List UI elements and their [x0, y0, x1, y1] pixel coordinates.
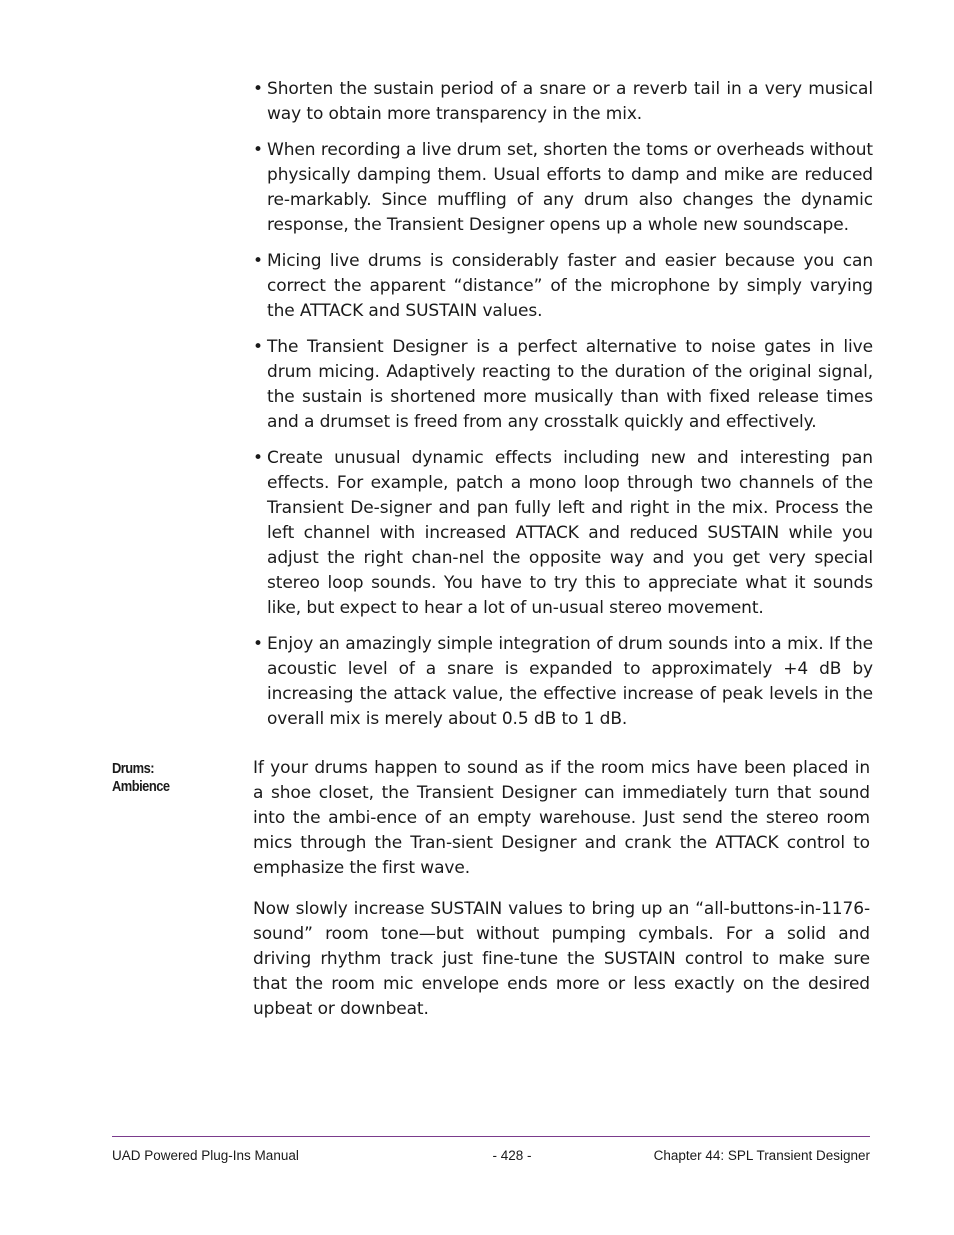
bullet-icon: • [253, 251, 263, 271]
paragraph: Now slowly increase SUSTAIN values to bring up an “all-buttons-in-1176-sound” room tone—but without pumping cymbals. For a solid and driving rhythm track just fine-tune the SUSTAIN control to make sure that the room mic envelope ends more or less exactly on the desired upbeat or downbeat. [253, 899, 870, 1019]
section-body [253, 756, 870, 1038]
bullet-icon: • [253, 79, 263, 99]
footer-manual-title: UAD Powered Plug-Ins Manual [112, 1148, 299, 1163]
bullet-icon: • [253, 140, 263, 160]
bullet-text: Create unusual dynamic effects including new and interesting pan effects. For example, patch a mono loop through two channels of the Transient De-signer and pan fully left and right in the mix. Process the left channel with increased ATTACK and reduced SUSTAIN while you adjust the right chan-nel the opposite way and you get very special stereo loop sounds. You have to try this to appreciate what it sounds like, but expect to hear a lot of un-usual stereo movement. [267, 448, 873, 618]
list-item [253, 335, 873, 435]
bullet-icon: • [253, 448, 263, 468]
section-heading [112, 760, 215, 796]
bullet-text: Shorten the sustain period of a snare or a reverb tail in a very musical way to obtain more transparency in the mix. [267, 79, 873, 124]
footer-divider [112, 1136, 870, 1137]
list-item [253, 446, 873, 621]
bullet-icon: • [253, 634, 263, 654]
bullet-text: When recording a live drum set, shorten the toms or overheads without physically damping them. Usual efforts to damp and mike are reduced re-markably. Since muffling of any drum also changes the dynamic response, the Transient Designer opens up a whole new soundscape. [267, 140, 873, 235]
section-heading-line1: Drums: [112, 760, 155, 777]
list-item [253, 138, 873, 238]
bullet-list [253, 77, 873, 743]
paragraph: If your drums happen to sound as if the room mics have been placed in a shoe closet, the Transient Designer can immediately turn that sound into the ambi-ence of an empty warehouse. Just send the stereo room mics through the Tran-sient Designer and crank the ATTACK control to emphasize the first wave. [253, 758, 870, 878]
bullet-text: Micing live drums is considerably faster and easier because you can correct the apparent “distance” of the microphone by simply varying the ATTACK and SUSTAIN values. [267, 251, 873, 321]
list-item [253, 632, 873, 732]
list-item [253, 249, 873, 324]
footer-chapter-title: Chapter 44: SPL Transient Designer [653, 1148, 870, 1163]
bullet-icon: • [253, 337, 263, 357]
section-heading-line2: Ambience [112, 778, 170, 795]
bullet-text: Enjoy an amazingly simple integration of drum sounds into a mix. If the acoustic level of a snare is expanded to approximately +4 dB by increasing the attack value, the effective increase of peak levels in the overall mix is merely about 0.5 dB to 1 dB. [267, 634, 873, 729]
list-item [253, 77, 873, 127]
footer-page-number: - 428 - [492, 1148, 532, 1163]
bullet-text: The Transient Designer is a perfect alternative to noise gates in live drum micing. Adaptively reacting to the duration of the original signal, the sustain is shortened more musically than with fixed release times and a drumset is freed from any crosstalk quickly and effectively. [267, 337, 873, 432]
